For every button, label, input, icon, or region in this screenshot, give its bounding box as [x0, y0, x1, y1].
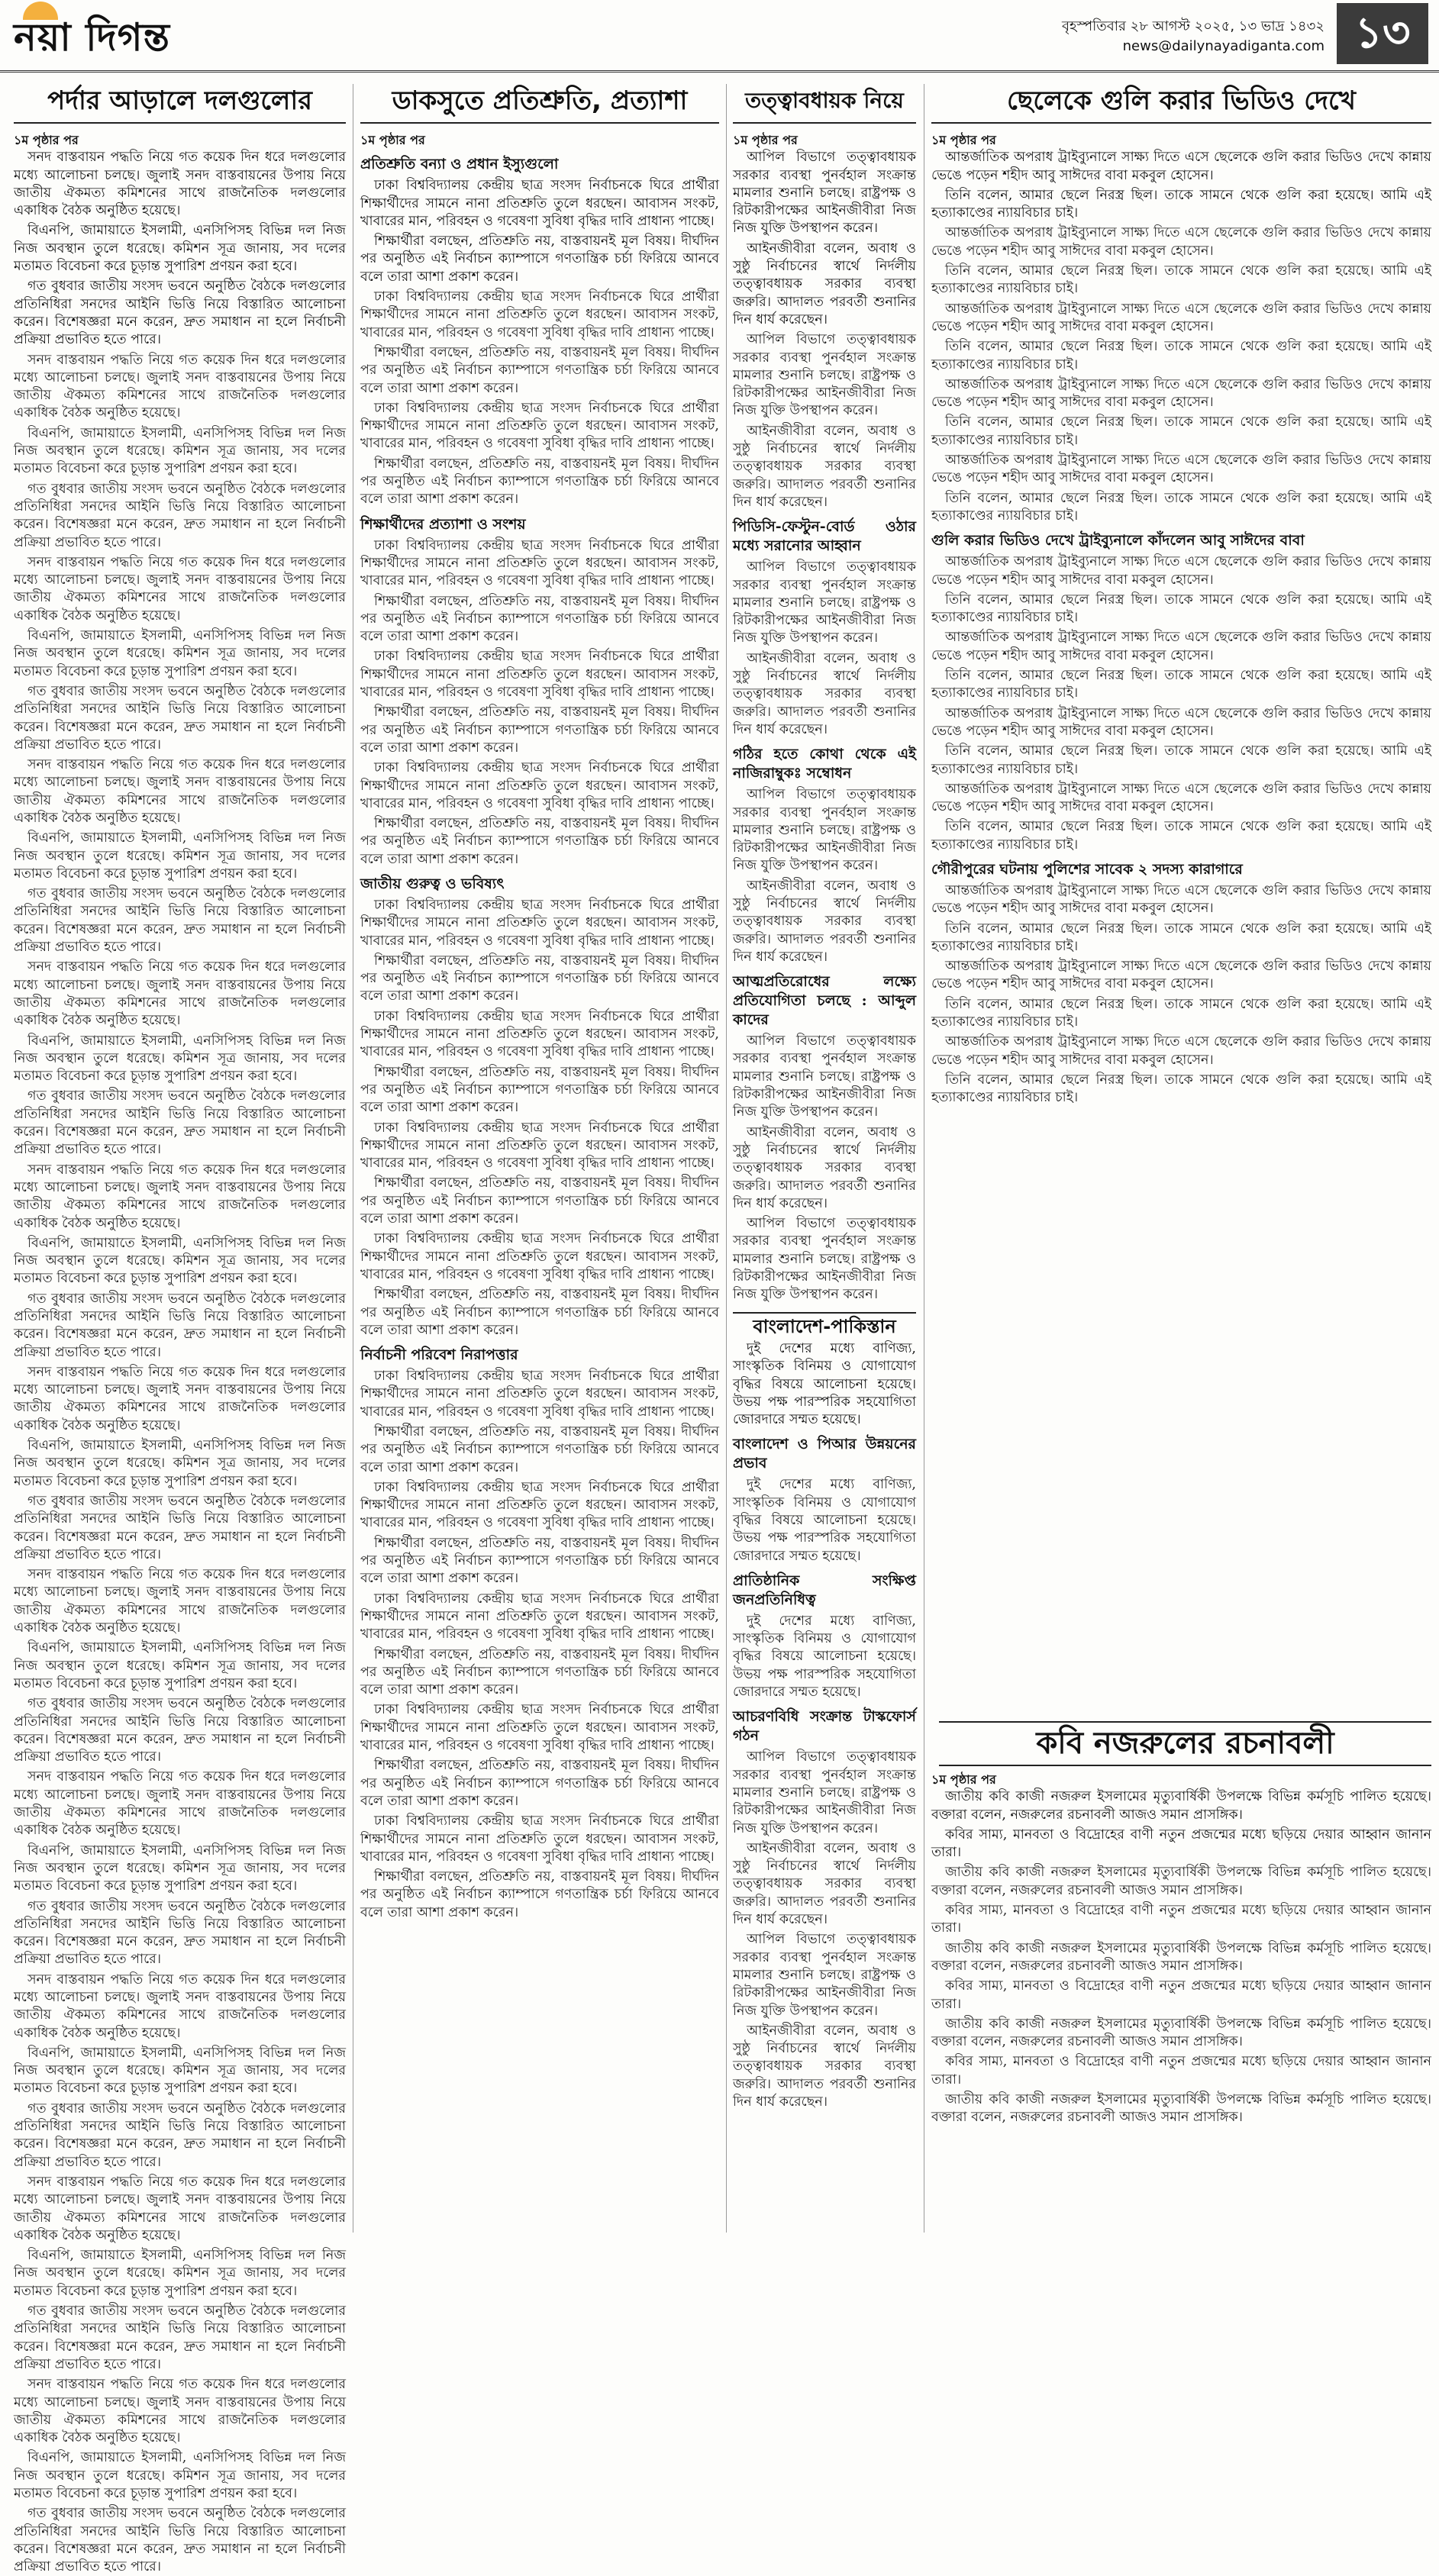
- article-paragraph: আপিল বিভাগে তত্ত্বাবধায়ক সরকার ব্যবস্থা পুনর্বহাল সংক্রান্ত মামলার শুনানি চলছে। রাষ্ট্রপক্ষ ও রিটকারীপক্ষের আইনজীবীরা নিজ নিজ যুক্তি উপস্থাপন করেন।: [733, 150, 916, 237]
- article-paragraph: গত বুধবার জাতীয় সংসদ ভবনে অনুষ্ঠিত বৈঠকে দলগুলোর প্রতিনিধিরা সনদের আইনি ভিত্তি নিয়ে বিস্তারিত আলোচনা করেন। বিশেষজ্ঞরা মনে করেন, দ্রুত সমাধান না হলে নির্বাচনী প্রক্রিয়া প্রভাবিত হতে পারে।: [14, 886, 346, 956]
- article-paragraph: শিক্ষার্থীরা বলছেন, প্রতিশ্রুতি নয়, বাস্তবায়নই মূল বিষয়। দীর্ঘদিন পর অনুষ্ঠিত এই নির্বাচন ক্যাম্পাসে গণতান্ত্রিক চর্চা ফিরিয়ে আনবে বলে তারা আশা প্রকাশ করেন।: [360, 816, 719, 867]
- article-paragraph: গত বুধবার জাতীয় সংসদ ভবনে অনুষ্ঠিত বৈঠকে দলগুলোর প্রতিনিধিরা সনদের আইনি ভিত্তি নিয়ে বিস্তারিত আলোচনা করেন। বিশেষজ্ঞরা মনে করেন, দ্রুত সমাধান না হলে নির্বাচনী প্রক্রিয়া প্রভাবিত হতে পারে।: [14, 279, 346, 348]
- article-paragraph: শিক্ষার্থীরা বলছেন, প্রতিশ্রুতি নয়, বাস্তবায়নই মূল বিষয়। দীর্ঘদিন পর অনুষ্ঠিত এই নির্বাচন ক্যাম্পাসে গণতান্ত্রিক চর্চা ফিরিয়ে আনবে বলে তারা আশা প্রকাশ করেন।: [360, 593, 719, 645]
- article-paragraph: শিক্ষার্থীরা বলছেন, প্রতিশ্রুতি নয়, বাস্তবায়নই মূল বিষয়। দীর্ঘদিন পর অনুষ্ঠিত এই নির্বাচন ক্যাম্পাসে গণতান্ত্রিক চর্চা ফিরিয়ে আনবে বলে তারা আশা প্রকাশ করেন।: [360, 234, 719, 285]
- article-paragraph: আইনজীবীরা বলেন, অবাধ ও সুষ্ঠু নির্বাচনের স্বার্থে নির্দলীয় তত্ত্বাবধায়ক সরকার ব্যবস্থা জরুরি। আদালত পরবর্তী শুনানির দিন ধার্য করেছেন।: [733, 1840, 916, 1928]
- article-paragraph: ঢাকা বিশ্ববিদ্যালয় কেন্দ্রীয় ছাত্র সংসদ নির্বাচনকে ঘিরে প্রার্থীরা শিক্ষার্থীদের সামনে নানা প্রতিশ্রুতি তুলে ধরছেন। আবাসন সংকট, খাবারের মান, পরিবহন ও গবেষণা সুবিধা বৃদ্ধির দাবি প্রাধান্য পাচ্ছে।: [360, 1591, 719, 1643]
- article-paragraph: কবির সাম্য, মানবতা ও বিদ্রোহের বাণী নতুন প্রজন্মের মধ্যে ছড়িয়ে দেয়ার আহ্বান জানান তারা।: [931, 1903, 1431, 1936]
- article-paragraph: গত বুধবার জাতীয় সংসদ ভবনে অনুষ্ঠিত বৈঠকে দলগুলোর প্রতিনিধিরা সনদের আইনি ভিত্তি নিয়ে বিস্তারিত আলোচনা করেন। বিশেষজ্ঞরা মনে করেন, দ্রুত সমাধান না হলে নির্বাচনী প্রক্রিয়া প্রভাবিত হতে পারে।: [14, 2506, 346, 2575]
- article-paragraph: আপিল বিভাগে তত্ত্বাবধায়ক সরকার ব্যবস্থা পুনর্বহাল সংক্রান্ত মামলার শুনানি চলছে। রাষ্ট্রপক্ষ ও রিটকারীপক্ষের আইনজীবীরা নিজ নিজ যুক্তি উপস্থাপন করেন।: [733, 1033, 916, 1120]
- article-paragraph: আপিল বিভাগে তত্ত্বাবধায়ক সরকার ব্যবস্থা পুনর্বহাল সংক্রান্ত মামলার শুনানি চলছে। রাষ্ট্রপক্ষ ও রিটকারীপক্ষের আইনজীবীরা নিজ নিজ যুক্তি উপস্থাপন করেন।: [733, 559, 916, 646]
- article-paragraph: গত বুধবার জাতীয় সংসদ ভবনে অনুষ্ঠিত বৈঠকে দলগুলোর প্রতিনিধিরা সনদের আইনি ভিত্তি নিয়ে বিস্তারিত আলোচনা করেন। বিশেষজ্ঞরা মনে করেন, দ্রুত সমাধান না হলে নির্বাচনী প্রক্রিয়া প্রভাবিত হতে পারে।: [14, 1493, 346, 1562]
- newspaper-logo[interactable]: নয়া দিগন্ত: [14, 15, 171, 60]
- article-paragraph: বিএনপি, জামায়াতে ইসলামী, এনসিপিসহ বিভিন্ন দল নিজ নিজ অবস্থান তুলে ধরেছে। কমিশন সূত্র জানায়, সব দলের মতামত বিবেচনা করে চূড়ান্ত সুপারিশ প্রণয়ন করা হবে।: [14, 2248, 346, 2299]
- article-paragraph: আন্তর্জাতিক অপরাধ ট্রাইব্যুনালে সাক্ষ্য দিতে এসে ছেলেকে গুলি করার ভিডিও দেখে কান্নায় ভেঙে পড়েন শহীদ আবু সাঈদের বাবা মকবুল হোসেন।: [931, 959, 1431, 992]
- article-paragraph: আন্তর্জাতিক অপরাধ ট্রাইব্যুনালে সাক্ষ্য দিতে এসে ছেলেকে গুলি করার ভিডিও দেখে কান্নায় ভেঙে পড়েন শহীদ আবু সাঈদের বাবা মকবুল হোসেন।: [931, 630, 1431, 663]
- article-paragraph: সনদ বাস্তবায়ন পদ্ধতি নিয়ে গত কয়েক দিন ধরে দলগুলোর মধ্যে আলোচনা চলছে। জুলাই সনদ বাস্তবায়নের উপায় নিয়ে জাতীয় ঐকমত্য কমিশনের সাথে রাজনৈতিক দলগুলোর একাধিক বৈঠক অনুষ্ঠিত হয়েছে।: [14, 2174, 346, 2243]
- article-paragraph: জাতীয় কবি কাজী নজরুল ইসলামের মৃত্যুবার্ষিকী উপলক্ষে বিভিন্ন কর্মসূচি পালিত হয়েছে। বক্তারা বলেন, নজরুলের রচনাবলী আজও সমান প্রাসঙ্গিক।: [931, 1940, 1431, 1974]
- article-paragraph: তিনি বলেন, আমার ছেলে নিরস্ত্র ছিল। তাকে সামনে থেকে গুলি করা হয়েছে। আমি এই হত্যাকাণ্ডের ন্যায়বিচার চাই।: [931, 263, 1431, 297]
- article-paragraph: বিএনপি, জামায়াতে ইসলামী, এনসিপিসহ বিভিন্ন দল নিজ নিজ অবস্থান তুলে ধরেছে। কমিশন সূত্র জানায়, সব দলের মতামত বিবেচনা করে চূড়ান্ত সুপারিশ প্রণয়ন করা হবে।: [14, 2450, 346, 2501]
- article-paragraph: আইনজীবীরা বলেন, অবাধ ও সুষ্ঠু নির্বাচনের স্বার্থে নির্দলীয় তত্ত্বাবধায়ক সরকার ব্যবস্থা জরুরি। আদালত পরবর্তী শুনানির দিন ধার্য করেছেন।: [733, 878, 916, 965]
- continued-label: ১ম পৃষ্ঠার পর: [14, 133, 79, 147]
- article-paragraph: দুই দেশের মধ্যে বাণিজ্য, সাংস্কৃতিক বিনিময় ও যোগাযোগ বৃদ্ধির বিষয়ে আলোচনা হয়েছে। উভয় পক্ষ পারস্পরিক সহযোগিতা জোরদারে সম্মত হয়েছে।: [733, 1477, 916, 1564]
- article-paragraph: তিনি বলেন, আমার ছেলে নিরস্ত্র ছিল। তাকে সামনে থেকে গুলি করা হয়েছে। আমি এই হত্যাকাণ্ডের ন্যায়বিচার চাই।: [931, 592, 1431, 626]
- article-paragraph: শিক্ষার্থীরা বলছেন, প্রতিশ্রুতি নয়, বাস্তবায়নই মূল বিষয়। দীর্ঘদিন পর অনুষ্ঠিত এই নির্বাচন ক্যাম্পাসে গণতান্ত্রিক চর্চা ফিরিয়ে আনবে বলে তারা আশা প্রকাশ করেন।: [360, 1646, 719, 1698]
- article-subhead: আচরণবিধি সংক্রান্ত টাস্কফোর্স গঠন: [733, 1708, 916, 1745]
- article-paragraph: আন্তর্জাতিক অপরাধ ট্রাইব্যুনালে সাক্ষ্য দিতে এসে ছেলেকে গুলি করার ভিডিও দেখে কান্নায় ভেঙে পড়েন শহীদ আবু সাঈদের বাবা মকবুল হোসেন।: [931, 301, 1431, 334]
- article-headline[interactable]: তত্ত্বাবধায়ক নিয়ে: [733, 84, 916, 124]
- article-paragraph: আন্তর্জাতিক অপরাধ ট্রাইব্যুনালে সাক্ষ্য দিতে এসে ছেলেকে গুলি করার ভিডিও দেখে কান্নায় ভেঙে পড়েন শহীদ আবু সাঈদের বাবা মকবুল হোসেন।: [931, 1034, 1431, 1068]
- article-headline[interactable]: ডাকসুতে প্রতিশ্রুতি, প্রত্যাশা: [360, 84, 719, 124]
- article-paragraph: গত বুধবার জাতীয় সংসদ ভবনে অনুষ্ঠিত বৈঠকে দলগুলোর প্রতিনিধিরা সনদের আইনি ভিত্তি নিয়ে বিস্তারিত আলোচনা করেন। বিশেষজ্ঞরা মনে করেন, দ্রুত সমাধান না হলে নির্বাচনী প্রক্রিয়া প্রভাবিত হতে পারে।: [14, 2100, 346, 2170]
- article-paragraph: তিনি বলেন, আমার ছেলে নিরস্ত্র ছিল। তাকে সামনে থেকে গুলি করা হয়েছে। আমি এই হত্যাকাণ্ডের ন্যায়বিচার চাই।: [931, 414, 1431, 448]
- article-paragraph: শিক্ষার্থীরা বলছেন, প্রতিশ্রুতি নয়, বাস্তবায়নই মূল বিষয়। দীর্ঘদিন পর অনুষ্ঠিত এই নির্বাচন ক্যাম্পাসে গণতান্ত্রিক চর্চা ফিরিয়ে আনবে বলে তারা আশা প্রকাশ করেন।: [360, 1869, 719, 1920]
- dateline: [1062, 17, 1324, 56]
- article-paragraph: শিক্ষার্থীরা বলছেন, প্রতিশ্রুতি নয়, বাস্তবায়নই মূল বিষয়। দীর্ঘদিন পর অনুষ্ঠিত এই নির্বাচন ক্যাম্পাসে গণতান্ত্রিক চর্চা ফিরিয়ে আনবে বলে তারা আশা প্রকাশ করেন।: [360, 1064, 719, 1116]
- article-paragraph: কবির সাম্য, মানবতা ও বিদ্রোহের বাণী নতুন প্রজন্মের মধ্যে ছড়িয়ে দেয়ার আহ্বান জানান তারা।: [931, 1826, 1431, 1861]
- article-headline[interactable]: কবি নজরুলের রচনাবলী: [939, 1721, 1431, 1766]
- article-paragraph: বিএনপি, জামায়াতে ইসলামী, এনসিপিসহ বিভিন্ন দল নিজ নিজ অবস্থান তুলে ধরেছে। কমিশন সূত্র জানায়, সব দলের মতামত বিবেচনা করে চূড়ান্ত সুপারিশ প্রণয়ন করা হবে।: [14, 2045, 346, 2097]
- article-paragraph: তিনি বলেন, আমার ছেলে নিরস্ত্র ছিল। তাকে সামনে থেকে গুলি করা হয়েছে। আমি এই হত্যাকাণ্ডের ন্যায়বিচার চাই।: [931, 490, 1431, 524]
- article-paragraph: কবির সাম্য, মানবতা ও বিদ্রোহের বাণী নতুন প্রজন্মের মধ্যে ছড়িয়ে দেয়ার আহ্বান জানান তারা।: [931, 1978, 1431, 2012]
- article-paragraph: সনদ বাস্তবায়ন পদ্ধতি নিয়ে গত কয়েক দিন ধরে দলগুলোর মধ্যে আলোচনা চলছে। জুলাই সনদ বাস্তবায়নের উপায় নিয়ে জাতীয় ঐকমত্য কমিশনের সাথে রাজনৈতিক দলগুলোর একাধিক বৈঠক অনুষ্ঠিত হয়েছে।: [14, 959, 346, 1029]
- article-paragraph: আপিল বিভাগে তত্ত্বাবধায়ক সরকার ব্যবস্থা পুনর্বহাল সংক্রান্ত মামলার শুনানি চলছে। রাষ্ট্রপক্ষ ও রিটকারীপক্ষের আইনজীবীরা নিজ নিজ যুক্তি উপস্থাপন করেন।: [733, 1749, 916, 1836]
- continued-label: ১ম পৃষ্ঠার পর: [360, 133, 425, 147]
- article-paragraph: বিএনপি, জামায়াতে ইসলামী, এনসিপিসহ বিভিন্ন দল নিজ নিজ অবস্থান তুলে ধরেছে। কমিশন সূত্র জানায়, সব দলের মতামত বিবেচনা করে চূড়ান্ত সুপারিশ প্রণয়ন করা হবে।: [14, 628, 346, 679]
- article-paragraph: আপিল বিভাগে তত্ত্বাবধায়ক সরকার ব্যবস্থা পুনর্বহাল সংক্রান্ত মামলার শুনানি চলছে। রাষ্ট্রপক্ষ ও রিটকারীপক্ষের আইনজীবীরা নিজ নিজ যুক্তি উপস্থাপন করেন।: [733, 332, 916, 419]
- article-paragraph: দুই দেশের মধ্যে বাণিজ্য, সাংস্কৃতিক বিনিময় ও যোগাযোগ বৃদ্ধির বিষয়ে আলোচনা হয়েছে। উভয় পক্ষ পারস্পরিক সহযোগিতা জোরদারে সম্মত হয়েছে।: [733, 1613, 916, 1701]
- article-subhead: গুলি করার ভিডিও দেখে ট্রাইব্যুনালে কাঁদলেন আবু সাঈদের বাবা: [931, 532, 1305, 550]
- article-column-1: [14, 84, 346, 2575]
- article-paragraph: গত বুধবার জাতীয় সংসদ ভবনে অনুষ্ঠিত বৈঠকে দলগুলোর প্রতিনিধিরা সনদের আইনি ভিত্তি নিয়ে বিস্তারিত আলোচনা করেন। বিশেষজ্ঞরা মনে করেন, দ্রুত সমাধান না হলে নির্বাচনী প্রক্রিয়া প্রভাবিত হতে পারে।: [14, 1291, 346, 1360]
- article-paragraph: আইনজীবীরা বলেন, অবাধ ও সুষ্ঠু নির্বাচনের স্বার্থে নির্দলীয় তত্ত্বাবধায়ক সরকার ব্যবস্থা জরুরি। আদালত পরবর্তী শুনানির দিন ধার্য করেছেন।: [733, 1124, 916, 1211]
- article-paragraph: ঢাকা বিশ্ববিদ্যালয় কেন্দ্রীয় ছাত্র সংসদ নির্বাচনকে ঘিরে প্রার্থীরা শিক্ষার্থীদের সামনে নানা প্রতিশ্রুতি তুলে ধরছেন। আবাসন সংকট, খাবারের মান, পরিবহন ও গবেষণা সুবিধা বৃদ্ধির দাবি প্রাধান্য পাচ্ছে।: [360, 400, 719, 452]
- article-paragraph: শিক্ষার্থীরা বলছেন, প্রতিশ্রুতি নয়, বাস্তবায়নই মূল বিষয়। দীর্ঘদিন পর অনুষ্ঠিত এই নির্বাচন ক্যাম্পাসে গণতান্ত্রিক চর্চা ফিরিয়ে আনবে বলে তারা আশা প্রকাশ করেন।: [360, 704, 719, 756]
- article-paragraph: ঢাকা বিশ্ববিদ্যালয় কেন্দ্রীয় ছাত্র সংসদ নির্বাচনকে ঘিরে প্রার্থীরা শিক্ষার্থীদের সামনে নানা প্রতিশ্রুতি তুলে ধরছেন। আবাসন সংকট, খাবারের মান, পরিবহন ও গবেষণা সুবিধা বৃদ্ধির দাবি প্রাধান্য পাচ্ছে।: [360, 178, 719, 229]
- article-paragraph: সনদ বাস্তবায়ন পদ্ধতি নিয়ে গত কয়েক দিন ধরে দলগুলোর মধ্যে আলোচনা চলছে। জুলাই সনদ বাস্তবায়নের উপায় নিয়ে জাতীয় ঐকমত্য কমিশনের সাথে রাজনৈতিক দলগুলোর একাধিক বৈঠক অনুষ্ঠিত হয়েছে।: [14, 1364, 346, 1433]
- article-paragraph: সনদ বাস্তবায়ন পদ্ধতি নিয়ে গত কয়েক দিন ধরে দলগুলোর মধ্যে আলোচনা চলছে। জুলাই সনদ বাস্তবায়নের উপায় নিয়ে জাতীয় ঐকমত্য কমিশনের সাথে রাজনৈতিক দলগুলোর একাধিক বৈঠক অনুষ্ঠিত হয়েছে।: [14, 1567, 346, 1636]
- article-paragraph: গত বুধবার জাতীয় সংসদ ভবনে অনুষ্ঠিত বৈঠকে দলগুলোর প্রতিনিধিরা সনদের আইনি ভিত্তি নিয়ে বিস্তারিত আলোচনা করেন। বিশেষজ্ঞরা মনে করেন, দ্রুত সমাধান না হলে নির্বাচনী প্রক্রিয়া প্রভাবিত হতে পারে।: [14, 683, 346, 753]
- article-paragraph: গত বুধবার জাতীয় সংসদ ভবনে অনুষ্ঠিত বৈঠকে দলগুলোর প্রতিনিধিরা সনদের আইনি ভিত্তি নিয়ে বিস্তারিত আলোচনা করেন। বিশেষজ্ঞরা মনে করেন, দ্রুত সমাধান না হলে নির্বাচনী প্রক্রিয়া প্রভাবিত হতে পারে।: [14, 2304, 346, 2372]
- article-paragraph: জাতীয় কবি কাজী নজরুল ইসলামের মৃত্যুবার্ষিকী উপলক্ষে বিভিন্ন কর্মসূচি পালিত হয়েছে। বক্তারা বলেন, নজরুলের রচনাবলী আজও সমান প্রাসঙ্গিক।: [931, 2016, 1431, 2050]
- article-paragraph: তিনি বলেন, আমার ছেলে নিরস্ত্র ছিল। তাকে সামনে থেকে গুলি করা হয়েছে। আমি এই হত্যাকাণ্ডের ন্যায়বিচার চাই।: [931, 819, 1431, 853]
- article-paragraph: আন্তর্জাতিক অপরাধ ট্রাইব্যুনালে সাক্ষ্য দিতে এসে ছেলেকে গুলি করার ভিডিও দেখে কান্নায় ভেঙে পড়েন শহীদ আবু সাঈদের বাবা মকবুল হোসেন।: [931, 376, 1431, 411]
- article-paragraph: সনদ বাস্তবায়ন পদ্ধতি নিয়ে গত কয়েক দিন ধরে দলগুলোর মধ্যে আলোচনা চলছে। জুলাই সনদ বাস্তবায়নের উপায় নিয়ে জাতীয় ঐকমত্য কমিশনের সাথে রাজনৈতিক দলগুলোর একাধিক বৈঠক অনুষ্ঠিত হয়েছে।: [14, 1769, 346, 1839]
- article-paragraph: শিক্ষার্থীরা বলছেন, প্রতিশ্রুতি নয়, বাস্তবায়নই মূল বিষয়। দীর্ঘদিন পর অনুষ্ঠিত এই নির্বাচন ক্যাম্পাসে গণতান্ত্রিক চর্চা ফিরিয়ে আনবে বলে তারা আশা প্রকাশ করেন।: [360, 456, 719, 508]
- article-subhead: নির্বাচনী পরিবেশ নিরাপত্তার: [360, 1346, 518, 1364]
- article-paragraph: শিক্ষার্থীরা বলছেন, প্রতিশ্রুতি নয়, বাস্তবায়নই মূল বিষয়। দীর্ঘদিন পর অনুষ্ঠিত এই নির্বাচন ক্যাম্পাসে গণতান্ত্রিক চর্চা ফিরিয়ে আনবে বলে তারা আশা প্রকাশ করেন।: [360, 1175, 719, 1227]
- article-paragraph: আন্তর্জাতিক অপরাধ ট্রাইব্যুনালে সাক্ষ্য দিতে এসে ছেলেকে গুলি করার ভিডিও দেখে কান্নায় ভেঙে পড়েন শহীদ আবু সাঈদের বাবা মকবুল হোসেন।: [931, 453, 1431, 486]
- continued-label: ১ম পৃষ্ঠার পর: [931, 133, 996, 147]
- article-paragraph: আপিল বিভাগে তত্ত্বাবধায়ক সরকার ব্যবস্থা পুনর্বহাল সংক্রান্ত মামলার শুনানি চলছে। রাষ্ট্রপক্ষ ও রিটকারীপক্ষের আইনজীবীরা নিজ নিজ যুক্তি উপস্থাপন করেন।: [733, 787, 916, 874]
- email-link[interactable]: news@dailynayadiganta.com: [1122, 38, 1324, 54]
- article-paragraph: তিনি বলেন, আমার ছেলে নিরস্ত্র ছিল। তাকে সামনে থেকে গুলি করা হয়েছে। আমি এই হত্যাকাণ্ডের ন্যায়বিচার চাই।: [931, 920, 1431, 954]
- article-column-4: [931, 84, 1431, 1706]
- article-paragraph: দুই দেশের মধ্যে বাণিজ্য, সাংস্কৃতিক বিনিময় ও যোগাযোগ বৃদ্ধির বিষয়ে আলোচনা হয়েছে। উভয় পক্ষ পারস্পরিক সহযোগিতা জোরদারে সম্মত হয়েছে।: [733, 1340, 916, 1428]
- article-paragraph: ঢাকা বিশ্ববিদ্যালয় কেন্দ্রীয় ছাত্র সংসদ নির্বাচনকে ঘিরে প্রার্থীরা শিক্ষার্থীদের সামনে নানা প্রতিশ্রুতি তুলে ধরছেন। আবাসন সংকট, খাবারের মান, পরিবহন ও গবেষণা সুবিধা বৃদ্ধির দাবি প্রাধান্য পাচ্ছে।: [360, 1479, 719, 1531]
- article-paragraph: ঢাকা বিশ্ববিদ্যালয় কেন্দ্রীয় ছাত্র সংসদ নির্বাচনকে ঘিরে প্রার্থীরা শিক্ষার্থীদের সামনে নানা প্রতিশ্রুতি তুলে ধরছেন। আবাসন সংকট, খাবারের মান, পরিবহন ও গবেষণা সুবিধা বৃদ্ধির দাবি প্রাধান্য পাচ্ছে।: [360, 289, 719, 340]
- article-paragraph: ঢাকা বিশ্ববিদ্যালয় কেন্দ্রীয় ছাত্র সংসদ নির্বাচনকে ঘিরে প্রার্থীরা শিক্ষার্থীদের সামনে নানা প্রতিশ্রুতি তুলে ধরছেন। আবাসন সংকট, খাবারের মান, পরিবহন ও গবেষণা সুবিধা বৃদ্ধির দাবি প্রাধান্য পাচ্ছে।: [360, 537, 719, 589]
- page-number: ১৩: [1337, 3, 1428, 64]
- article-paragraph: সনদ বাস্তবায়ন পদ্ধতি নিয়ে গত কয়েক দিন ধরে দলগুলোর মধ্যে আলোচনা চলছে। জুলাই সনদ বাস্তবায়নের উপায় নিয়ে জাতীয় ঐকমত্য কমিশনের সাথে রাজনৈতিক দলগুলোর একাধিক বৈঠক অনুষ্ঠিত হয়েছে।: [14, 150, 346, 219]
- article-subhead: গঠির হতে কোথা থেকে এই নাজিরাম্বুকঃ সম্বোধন: [733, 746, 916, 782]
- article-paragraph: শিক্ষার্থীরা বলছেন, প্রতিশ্রুতি নয়, বাস্তবায়নই মূল বিষয়। দীর্ঘদিন পর অনুষ্ঠিত এই নির্বাচন ক্যাম্পাসে গণতান্ত্রিক চর্চা ফিরিয়ে আনবে বলে তারা আশা প্রকাশ করেন।: [360, 953, 719, 1004]
- article-column-2: [360, 84, 719, 2233]
- article-paragraph: তিনি বলেন, আমার ছেলে নিরস্ত্র ছিল। তাকে সামনে থেকে গুলি করা হয়েছে। আমি এই হত্যাকাণ্ডের ন্যায়বিচার চাই।: [931, 1072, 1431, 1106]
- article-paragraph: আইনজীবীরা বলেন, অবাধ ও সুষ্ঠু নির্বাচনের স্বার্থে নির্দলীয় তত্ত্বাবধায়ক সরকার ব্যবস্থা জরুরি। আদালত পরবর্তী শুনানির দিন ধার্য করেছেন।: [733, 2023, 916, 2110]
- article-subhead: বাংলাদেশ ও পিআর উন্নয়নের প্রভাব: [733, 1436, 916, 1472]
- article-paragraph: আন্তর্জাতিক অপরাধ ট্রাইব্যুনালে সাক্ষ্য দিতে এসে ছেলেকে গুলি করার ভিডিও দেখে কান্নায় ভেঙে পড়েন শহীদ আবু সাঈদের বাবা মকবুল হোসেন।: [931, 225, 1431, 259]
- article-paragraph: আন্তর্জাতিক অপরাধ ট্রাইব্যুনালে সাক্ষ্য দিতে এসে ছেলেকে গুলি করার ভিডিও দেখে কান্নায় ভেঙে পড়েন শহীদ আবু সাঈদের বাবা মকবুল হোসেন।: [931, 705, 1431, 739]
- article-paragraph: তিনি বলেন, আমার ছেলে নিরস্ত্র ছিল। তাকে সামনে থেকে গুলি করা হয়েছে। আমি এই হত্যাকাণ্ডের ন্যায়বিচার চাই।: [931, 996, 1431, 1030]
- article-paragraph: ঢাকা বিশ্ববিদ্যালয় কেন্দ্রীয় ছাত্র সংসদ নির্বাচনকে ঘিরে প্রার্থীরা শিক্ষার্থীদের সামনে নানা প্রতিশ্রুতি তুলে ধরছেন। আবাসন সংকট, খাবারের মান, পরিবহন ও গবেষণা সুবিধা বৃদ্ধির দাবি প্রাধান্য পাচ্ছে।: [360, 1369, 719, 1420]
- article-paragraph: গত বুধবার জাতীয় সংসদ ভবনে অনুষ্ঠিত বৈঠকে দলগুলোর প্রতিনিধিরা সনদের আইনি ভিত্তি নিয়ে বিস্তারিত আলোচনা করেন। বিশেষজ্ঞরা মনে করেন, দ্রুত সমাধান না হলে নির্বাচনী প্রক্রিয়া প্রভাবিত হতে পারে।: [14, 1898, 346, 1968]
- article-subhead: জাতীয় গুরুত্ব ও ভবিষ্যৎ: [360, 875, 505, 892]
- article-subhead: পিডিসি-ফেস্টুন-বোর্ড ওঠার মধ্যে সরানোর আহ্বান: [733, 518, 916, 555]
- article-paragraph: তিনি বলেন, আমার ছেলে নিরস্ত্র ছিল। তাকে সামনে থেকে গুলি করা হয়েছে। আমি এই হত্যাকাণ্ডের ন্যায়বিচার চাই।: [931, 668, 1431, 701]
- article-paragraph: বিএনপি, জামায়াতে ইসলামী, এনসিপিসহ বিভিন্ন দল নিজ নিজ অবস্থান তুলে ধরেছে। কমিশন সূত্র জানায়, সব দলের মতামত বিবেচনা করে চূড়ান্ত সুপারিশ প্রণয়ন করা হবে।: [14, 1843, 346, 1894]
- article-paragraph: সনদ বাস্তবায়ন পদ্ধতি নিয়ে গত কয়েক দিন ধরে দলগুলোর মধ্যে আলোচনা চলছে। জুলাই সনদ বাস্তবায়নের উপায় নিয়ে জাতীয় ঐকমত্য কমিশনের সাথে রাজনৈতিক দলগুলোর একাধিক বৈঠক অনুষ্ঠিত হয়েছে।: [14, 352, 346, 421]
- article-paragraph: আন্তর্জাতিক অপরাধ ট্রাইব্যুনালে সাক্ষ্য দিতে এসে ছেলেকে গুলি করার ভিডিও দেখে কান্নায় ভেঙে পড়েন শহীদ আবু সাঈদের বাবা মকবুল হোসেন।: [931, 781, 1431, 815]
- article-paragraph: গত বুধবার জাতীয় সংসদ ভবনে অনুষ্ঠিত বৈঠকে দলগুলোর প্রতিনিধিরা সনদের আইনি ভিত্তি নিয়ে বিস্তারিত আলোচনা করেন। বিশেষজ্ঞরা মনে করেন, দ্রুত সমাধান না হলে নির্বাচনী প্রক্রিয়া প্রভাবিত হতে পারে।: [14, 1088, 346, 1158]
- article-paragraph: গত বুধবার জাতীয় সংসদ ভবনে অনুষ্ঠিত বৈঠকে দলগুলোর প্রতিনিধিরা সনদের আইনি ভিত্তি নিয়ে বিস্তারিত আলোচনা করেন। বিশেষজ্ঞরা মনে করেন, দ্রুত সমাধান না হলে নির্বাচনী প্রক্রিয়া প্রভাবিত হতে পারে।: [14, 1696, 346, 1765]
- article-paragraph: আইনজীবীরা বলেন, অবাধ ও সুষ্ঠু নির্বাচনের স্বার্থে নির্দলীয় তত্ত্বাবধায়ক সরকার ব্যবস্থা জরুরি। আদালত পরবর্তী শুনানির দিন ধার্য করেছেন।: [733, 240, 916, 327]
- article-paragraph: তিনি বলেন, আমার ছেলে নিরস্ত্র ছিল। তাকে সামনে থেকে গুলি করা হয়েছে। আমি এই হত্যাকাণ্ডের ন্যায়বিচার চাই।: [931, 187, 1431, 221]
- article-paragraph: আপিল বিভাগে তত্ত্বাবধায়ক সরকার ব্যবস্থা পুনর্বহাল সংক্রান্ত মামলার শুনানি চলছে। রাষ্ট্রপক্ষ ও রিটকারীপক্ষের আইনজীবীরা নিজ নিজ যুক্তি উপস্থাপন করেন।: [733, 1216, 916, 1303]
- article-subhead: আত্মপ্রতিরোধের লক্ষ্যে প্রতিযোগিতা চলছে : আব্দুল কাদের: [733, 973, 916, 1029]
- article-paragraph: শিক্ষার্থীরা বলছেন, প্রতিশ্রুতি নয়, বাস্তবায়নই মূল বিষয়। দীর্ঘদিন পর অনুষ্ঠিত এই নির্বাচন ক্যাম্পাসে গণতান্ত্রিক চর্চা ফিরিয়ে আনবে বলে তারা আশা প্রকাশ করেন।: [360, 344, 719, 396]
- continued-label: ১ম পৃষ্ঠার পর: [733, 133, 798, 147]
- article-paragraph: সনদ বাস্তবায়ন পদ্ধতি নিয়ে গত কয়েক দিন ধরে দলগুলোর মধ্যে আলোচনা চলছে। জুলাই সনদ বাস্তবায়নের উপায় নিয়ে জাতীয় ঐকমত্য কমিশনের সাথে রাজনৈতিক দলগুলোর একাধিক বৈঠক অনুষ্ঠিত হয়েছে।: [14, 2377, 346, 2446]
- article-paragraph: ঢাকা বিশ্ববিদ্যালয় কেন্দ্রীয় ছাত্র সংসদ নির্বাচনকে ঘিরে প্রার্থীরা শিক্ষার্থীদের সামনে নানা প্রতিশ্রুতি তুলে ধরছেন। আবাসন সংকট, খাবারের মান, পরিবহন ও গবেষণা সুবিধা বৃদ্ধির দাবি প্রাধান্য পাচ্ছে।: [360, 1702, 719, 1754]
- article-paragraph: ঢাকা বিশ্ববিদ্যালয় কেন্দ্রীয় ছাত্র সংসদ নির্বাচনকে ঘিরে প্রার্থীরা শিক্ষার্থীদের সামনে নানা প্রতিশ্রুতি তুলে ধরছেন। আবাসন সংকট, খাবারের মান, পরিবহন ও গবেষণা সুবিধা বৃদ্ধির দাবি প্রাধান্য পাচ্ছে।: [360, 1008, 719, 1060]
- article-paragraph: জাতীয় কবি কাজী নজরুল ইসলামের মৃত্যুবার্ষিকী উপলক্ষে বিভিন্ন কর্মসূচি পালিত হয়েছে। বক্তারা বলেন, নজরুলের রচনাবলী আজও সমান প্রাসঙ্গিক।: [931, 1789, 1431, 1823]
- column-divider: [726, 84, 727, 2233]
- article-paragraph: বিএনপি, জামায়াতে ইসলামী, এনসিপিসহ বিভিন্ন দল নিজ নিজ অবস্থান তুলে ধরেছে। কমিশন সূত্র জানায়, সব দলের মতামত বিবেচনা করে চূড়ান্ত সুপারিশ প্রণয়ন করা হবে।: [14, 830, 346, 882]
- article-paragraph: শিক্ষার্থীরা বলছেন, প্রতিশ্রুতি নয়, বাস্তবায়নই মূল বিষয়। দীর্ঘদিন পর অনুষ্ঠিত এই নির্বাচন ক্যাম্পাসে গণতান্ত্রিক চর্চা ফিরিয়ে আনবে বলে তারা আশা প্রকাশ করেন।: [360, 1424, 719, 1475]
- article-paragraph: সনদ বাস্তবায়ন পদ্ধতি নিয়ে গত কয়েক দিন ধরে দলগুলোর মধ্যে আলোচনা চলছে। জুলাই সনদ বাস্তবায়নের উপায় নিয়ে জাতীয় ঐকমত্য কমিশনের সাথে রাজনৈতিক দলগুলোর একাধিক বৈঠক অনুষ্ঠিত হয়েছে।: [14, 1162, 346, 1231]
- article-paragraph: জাতীয় কবি কাজী নজরুল ইসলামের মৃত্যুবার্ষিকী উপলক্ষে বিভিন্ন কর্মসূচি পালিত হয়েছে। বক্তারা বলেন, নজরুলের রচনাবলী আজও সমান প্রাসঙ্গিক।: [931, 2092, 1431, 2126]
- article-subhead: শিক্ষার্থীদের প্রত্যাশা ও সংশয়: [360, 515, 526, 533]
- article-headline[interactable]: পর্দার আড়ালে দলগুলোর: [14, 84, 346, 124]
- article-paragraph: আন্তর্জাতিক অপরাধ ট্রাইব্যুনালে সাক্ষ্য দিতে এসে ছেলেকে গুলি করার ভিডিও দেখে কান্নায় ভেঙে পড়েন শহীদ আবু সাঈদের বাবা মকবুল হোসেন।: [931, 554, 1431, 588]
- date-text: বৃহস্পতিবার ২৮ আগস্ট ২০২৫, ১৩ ভাদ্র ১৪৩২: [1061, 18, 1324, 34]
- article-paragraph: বিএনপি, জামায়াতে ইসলামী, এনসিপিসহ বিভিন্ন দল নিজ নিজ অবস্থান তুলে ধরেছে। কমিশন সূত্র জানায়, সব দলের মতামত বিবেচনা করে চূড়ান্ত সুপারিশ প্রণয়ন করা হবে।: [14, 223, 346, 275]
- article-paragraph: বিএনপি, জামায়াতে ইসলামী, এনসিপিসহ বিভিন্ন দল নিজ নিজ অবস্থান তুলে ধরেছে। কমিশন সূত্র জানায়, সব দলের মতামত বিবেচনা করে চূড়ান্ত সুপারিশ প্রণয়ন করা হবে।: [14, 1640, 346, 1691]
- article-paragraph: ঢাকা বিশ্ববিদ্যালয় কেন্দ্রীয় ছাত্র সংসদ নির্বাচনকে ঘিরে প্রার্থীরা শিক্ষার্থীদের সামনে নানা প্রতিশ্রুতি তুলে ধরছেন। আবাসন সংকট, খাবারের মান, পরিবহন ও গবেষণা সুবিধা বৃদ্ধির দাবি প্রাধান্য পাচ্ছে।: [360, 1814, 719, 1865]
- article-paragraph: ঢাকা বিশ্ববিদ্যালয় কেন্দ্রীয় ছাত্র সংসদ নির্বাচনকে ঘিরে প্রার্থীরা শিক্ষার্থীদের সামনে নানা প্রতিশ্রুতি তুলে ধরছেন। আবাসন সংকট, খাবারের মান, পরিবহন ও গবেষণা সুবিধা বৃদ্ধির দাবি প্রাধান্য পাচ্ছে।: [360, 897, 719, 949]
- article-paragraph: গত বুধবার জাতীয় সংসদ ভবনে অনুষ্ঠিত বৈঠকে দলগুলোর প্রতিনিধিরা সনদের আইনি ভিত্তি নিয়ে বিস্তারিত আলোচনা করেন। বিশেষজ্ঞরা মনে করেন, দ্রুত সমাধান না হলে নির্বাচনী প্রক্রিয়া প্রভাবিত হতে পারে।: [14, 481, 346, 550]
- masthead: [0, 0, 1439, 73]
- continued-label: ১ম পৃষ্ঠার পর: [931, 1772, 996, 1787]
- article-paragraph: শিক্ষার্থীরা বলছেন, প্রতিশ্রুতি নয়, বাস্তবায়নই মূল বিষয়। দীর্ঘদিন পর অনুষ্ঠিত এই নির্বাচন ক্যাম্পাসে গণতান্ত্রিক চর্চা ফিরিয়ে আনবে বলে তারা আশা প্রকাশ করেন।: [360, 1535, 719, 1587]
- article-paragraph: ঢাকা বিশ্ববিদ্যালয় কেন্দ্রীয় ছাত্র সংসদ নির্বাচনকে ঘিরে প্রার্থীরা শিক্ষার্থীদের সামনে নানা প্রতিশ্রুতি তুলে ধরছেন। আবাসন সংকট, খাবারের মান, পরিবহন ও গবেষণা সুবিধা বৃদ্ধির দাবি প্রাধান্য পাচ্ছে।: [360, 1120, 719, 1172]
- article-paragraph: সনদ বাস্তবায়ন পদ্ধতি নিয়ে গত কয়েক দিন ধরে দলগুলোর মধ্যে আলোচনা চলছে। জুলাই সনদ বাস্তবায়নের উপায় নিয়ে জাতীয় ঐকমত্য কমিশনের সাথে রাজনৈতিক দলগুলোর একাধিক বৈঠক অনুষ্ঠিত হয়েছে।: [14, 757, 346, 826]
- article-paragraph: তিনি বলেন, আমার ছেলে নিরস্ত্র ছিল। তাকে সামনে থেকে গুলি করা হয়েছে। আমি এই হত্যাকাণ্ডের ন্যায়বিচার চাই।: [931, 339, 1431, 372]
- article-paragraph: আন্তর্জাতিক অপরাধ ট্রাইব্যুনালে সাক্ষ্য দিতে এসে ছেলেকে গুলি করার ভিডিও দেখে কান্নায় ভেঙে পড়েন শহীদ আবু সাঈদের বাবা মকবুল হোসেন।: [931, 882, 1431, 917]
- article-paragraph: আন্তর্জাতিক অপরাধ ট্রাইব্যুনালে সাক্ষ্য দিতে এসে ছেলেকে গুলি করার ভিডিও দেখে কান্নায় ভেঙে পড়েন শহীদ আবু সাঈদের বাবা মকবুল হোসেন।: [931, 150, 1431, 183]
- article-subhead: গৌরীপুরের ঘটনায় পুলিশের সাবেক ২ সদস্য কারাগারে: [931, 860, 1243, 878]
- article-paragraph: ঢাকা বিশ্ববিদ্যালয় কেন্দ্রীয় ছাত্র সংসদ নির্বাচনকে ঘিরে প্রার্থীরা শিক্ষার্থীদের সামনে নানা প্রতিশ্রুতি তুলে ধরছেন। আবাসন সংকট, খাবারের মান, পরিবহন ও গবেষণা সুবিধা বৃদ্ধির দাবি প্রাধান্য পাচ্ছে।: [360, 649, 719, 701]
- article-headline[interactable]: ছেলেকে গুলি করার ভিডিও দেখে: [931, 84, 1431, 124]
- article-subhead: প্রতিশ্রুতি বন্যা ও প্রধান ইস্যুগুলো: [360, 156, 559, 173]
- article-paragraph: শিক্ষার্থীরা বলছেন, প্রতিশ্রুতি নয়, বাস্তবায়নই মূল বিষয়। দীর্ঘদিন পর অনুষ্ঠিত এই নির্বাচন ক্যাম্পাসে গণতান্ত্রিক চর্চা ফিরিয়ে আনবে বলে তারা আশা প্রকাশ করেন।: [360, 1287, 719, 1338]
- article-subhead: প্রাতিষ্ঠানিক সংক্ষিপ্ত জনপ্রতিনিধিত্ব: [733, 1572, 916, 1608]
- article-paragraph: বিএনপি, জামায়াতে ইসলামী, এনসিপিসহ বিভিন্ন দল নিজ নিজ অবস্থান তুলে ধরেছে। কমিশন সূত্র জানায়, সব দলের মতামত বিবেচনা করে চূড়ান্ত সুপারিশ প্রণয়ন করা হবে।: [14, 425, 346, 477]
- article-paragraph: আপিল বিভাগে তত্ত্বাবধায়ক সরকার ব্যবস্থা পুনর্বহাল সংক্রান্ত মামলার শুনানি চলছে। রাষ্ট্রপক্ষ ও রিটকারীপক্ষের আইনজীবীরা নিজ নিজ যুক্তি উপস্থাপন করেন।: [733, 1932, 916, 2019]
- article-paragraph: ঢাকা বিশ্ববিদ্যালয় কেন্দ্রীয় ছাত্র সংসদ নির্বাচনকে ঘিরে প্রার্থীরা শিক্ষার্থীদের সামনে নানা প্রতিশ্রুতি তুলে ধরছেন। আবাসন সংকট, খাবারের মান, পরিবহন ও গবেষণা সুবিধা বৃদ্ধির দাবি প্রাধান্য পাচ্ছে।: [360, 760, 719, 811]
- article-column-3: [733, 84, 916, 2233]
- article-paragraph: আইনজীবীরা বলেন, অবাধ ও সুষ্ঠু নির্বাচনের স্বার্থে নির্দলীয় তত্ত্বাবধায়ক সরকার ব্যবস্থা জরুরি। আদালত পরবর্তী শুনানির দিন ধার্য করেছেন।: [733, 650, 916, 737]
- article-headline[interactable]: বাংলাদেশ-পাকিস্তান: [733, 1312, 916, 1336]
- article-paragraph: শিক্ষার্থীরা বলছেন, প্রতিশ্রুতি নয়, বাস্তবায়নই মূল বিষয়। দীর্ঘদিন পর অনুষ্ঠিত এই নির্বাচন ক্যাম্পাসে গণতান্ত্রিক চর্চা ফিরিয়ে আনবে বলে তারা আশা প্রকাশ করেন।: [360, 1758, 719, 1809]
- article-paragraph: জাতীয় কবি কাজী নজরুল ইসলামের মৃত্যুবার্ষিকী উপলক্ষে বিভিন্ন কর্মসূচি পালিত হয়েছে। বক্তারা বলেন, নজরুলের রচনাবলী আজও সমান প্রাসঙ্গিক।: [931, 1865, 1431, 1898]
- article-paragraph: বিএনপি, জামায়াতে ইসলামী, এনসিপিসহ বিভিন্ন দল নিজ নিজ অবস্থান তুলে ধরেছে। কমিশন সূত্র জানায়, সব দলের মতামত বিবেচনা করে চূড়ান্ত সুপারিশ প্রণয়ন করা হবে।: [14, 1438, 346, 1489]
- article-paragraph: ঢাকা বিশ্ববিদ্যালয় কেন্দ্রীয় ছাত্র সংসদ নির্বাচনকে ঘিরে প্রার্থীরা শিক্ষার্থীদের সামনে নানা প্রতিশ্রুতি তুলে ধরছেন। আবাসন সংকট, খাবারের মান, পরিবহন ও গবেষণা সুবিধা বৃদ্ধির দাবি প্রাধান্য পাচ্ছে।: [360, 1231, 719, 1282]
- article-paragraph: সনদ বাস্তবায়ন পদ্ধতি নিয়ে গত কয়েক দিন ধরে দলগুলোর মধ্যে আলোচনা চলছে। জুলাই সনদ বাস্তবায়নের উপায় নিয়ে জাতীয় ঐকমত্য কমিশনের সাথে রাজনৈতিক দলগুলোর একাধিক বৈঠক অনুষ্ঠিত হয়েছে।: [14, 554, 346, 624]
- article-paragraph: কবির সাম্য, মানবতা ও বিদ্রোহের বাণী নতুন প্রজন্মের মধ্যে ছড়িয়ে দেয়ার আহ্বান জানান তারা।: [931, 2054, 1431, 2088]
- article-paragraph: বিএনপি, জামায়াতে ইসলামী, এনসিপিসহ বিভিন্ন দল নিজ নিজ অবস্থান তুলে ধরেছে। কমিশন সূত্র জানায়, সব দলের মতামত বিবেচনা করে চূড়ান্ত সুপারিশ প্রণয়ন করা হবে।: [14, 1033, 346, 1085]
- article-paragraph: বিএনপি, জামায়াতে ইসলামী, এনসিপিসহ বিভিন্ন দল নিজ নিজ অবস্থান তুলে ধরেছে। কমিশন সূত্র জানায়, সব দলের মতামত বিবেচনা করে চূড়ান্ত সুপারিশ প্রণয়ন করা হবে।: [14, 1235, 346, 1287]
- article-paragraph: তিনি বলেন, আমার ছেলে নিরস্ত্র ছিল। তাকে সামনে থেকে গুলি করা হয়েছে। আমি এই হত্যাকাণ্ডের ন্যায়বিচার চাই।: [931, 743, 1431, 777]
- article-column-5: [931, 1771, 1431, 2233]
- article-paragraph: আইনজীবীরা বলেন, অবাধ ও সুষ্ঠু নির্বাচনের স্বার্থে নির্দলীয় তত্ত্বাবধায়ক সরকার ব্যবস্থা জরুরি। আদালত পরবর্তী শুনানির দিন ধার্য করেছেন।: [733, 423, 916, 510]
- article-paragraph: সনদ বাস্তবায়ন পদ্ধতি নিয়ে গত কয়েক দিন ধরে দলগুলোর মধ্যে আলোচনা চলছে। জুলাই সনদ বাস্তবায়নের উপায় নিয়ে জাতীয় ঐকমত্য কমিশনের সাথে রাজনৈতিক দলগুলোর একাধিক বৈঠক অনুষ্ঠিত হয়েছে।: [14, 1971, 346, 2041]
